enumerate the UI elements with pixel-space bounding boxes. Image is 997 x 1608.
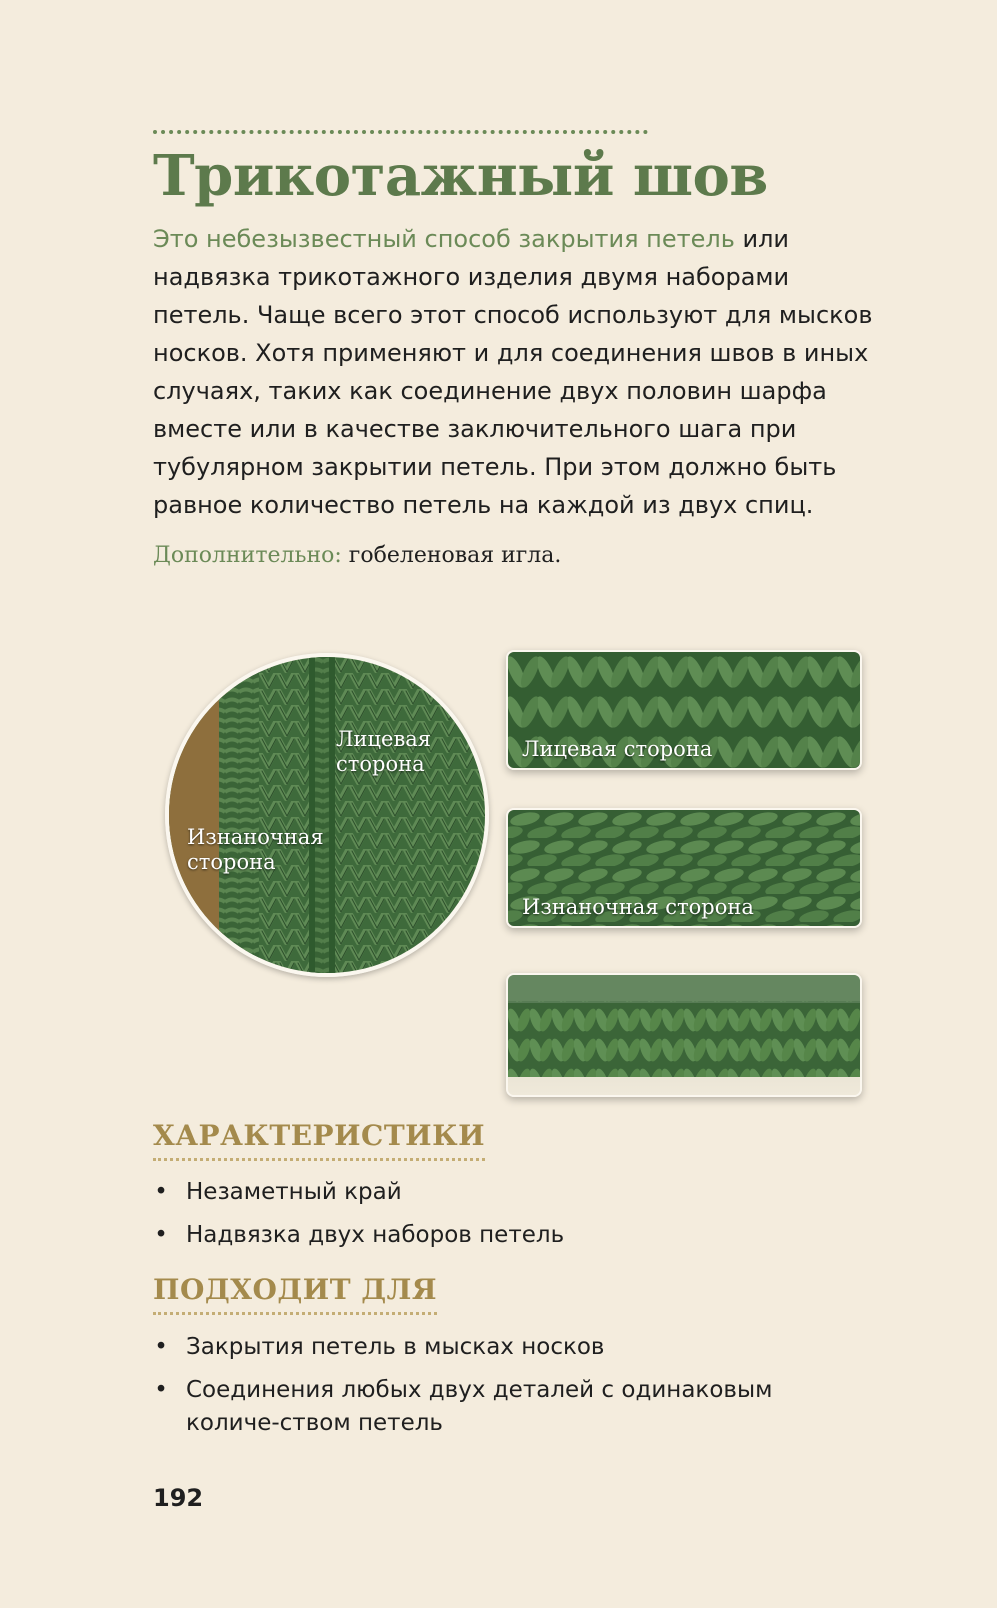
purl-side-swatch-photo — [506, 808, 862, 928]
suitable-for-list — [153, 1331, 873, 1450]
circle-back-label — [187, 825, 324, 875]
list-item — [153, 1219, 873, 1252]
page-title: Трикотажный шов — [153, 143, 768, 209]
characteristics-list — [153, 1176, 873, 1262]
characteristics-heading: ХАРАКТЕРИСТИКИ — [153, 1118, 485, 1161]
purl-side-label: Изнаночная сторона — [522, 895, 754, 919]
circle-front-label-line1: Лицевая — [336, 727, 432, 751]
additional-value: гобеленовая игла. — [341, 543, 562, 568]
front-side-label: Лицевая сторона — [522, 737, 713, 761]
bullet-dot-icon: • — [154, 1179, 168, 1205]
list-item-text: Закрытия петель в мысках носков — [186, 1334, 605, 1360]
intro-paragraph — [153, 220, 888, 524]
page-number: 192 — [153, 1484, 204, 1512]
stitch-closeup-circle-photo — [165, 653, 489, 977]
additional-label: Дополнительно: — [153, 543, 342, 568]
circle-front-label-line2: сторона — [336, 752, 425, 776]
list-item — [153, 1176, 873, 1209]
bullet-dot-icon: • — [154, 1222, 168, 1248]
list-item-text: Надвязка двух наборов петель — [186, 1222, 565, 1248]
front-side-swatch-photo — [506, 650, 862, 770]
circle-front-label — [336, 727, 431, 777]
title-dotted-rule — [153, 130, 648, 134]
list-item-text: Незаметный край — [186, 1179, 402, 1205]
bullet-dot-icon: • — [154, 1377, 168, 1403]
circle-back-label-line2: сторона — [187, 850, 276, 874]
intro-body-text: или надвязка трикотажного изделия двумя наборами петель. Чаще всего этот способ используют для мысков носков. Хотя применяют и для соединения швов в иных случаях, таких как соединение двух половин шарфа вместе или в качестве заключительного шага при тубулярном закрытии петель. При этом должно быть равное количество петель на каждой из двух спиц. — [153, 225, 873, 519]
additional-tools — [153, 540, 561, 572]
list-item-text: Соединения любых двух деталей с одинаковым количе-ством петель — [186, 1377, 773, 1436]
intro-accent-text: Это небезызвестный способ закрытия петель — [153, 225, 735, 253]
suitable-for-heading: ПОДХОДИТ ДЛЯ — [153, 1272, 437, 1315]
circle-back-label-line1: Изнаночная — [187, 825, 324, 849]
list-item — [153, 1331, 873, 1364]
edge-view-swatch-photo — [506, 973, 862, 1097]
list-item — [153, 1374, 873, 1440]
bullet-dot-icon: • — [154, 1334, 168, 1360]
